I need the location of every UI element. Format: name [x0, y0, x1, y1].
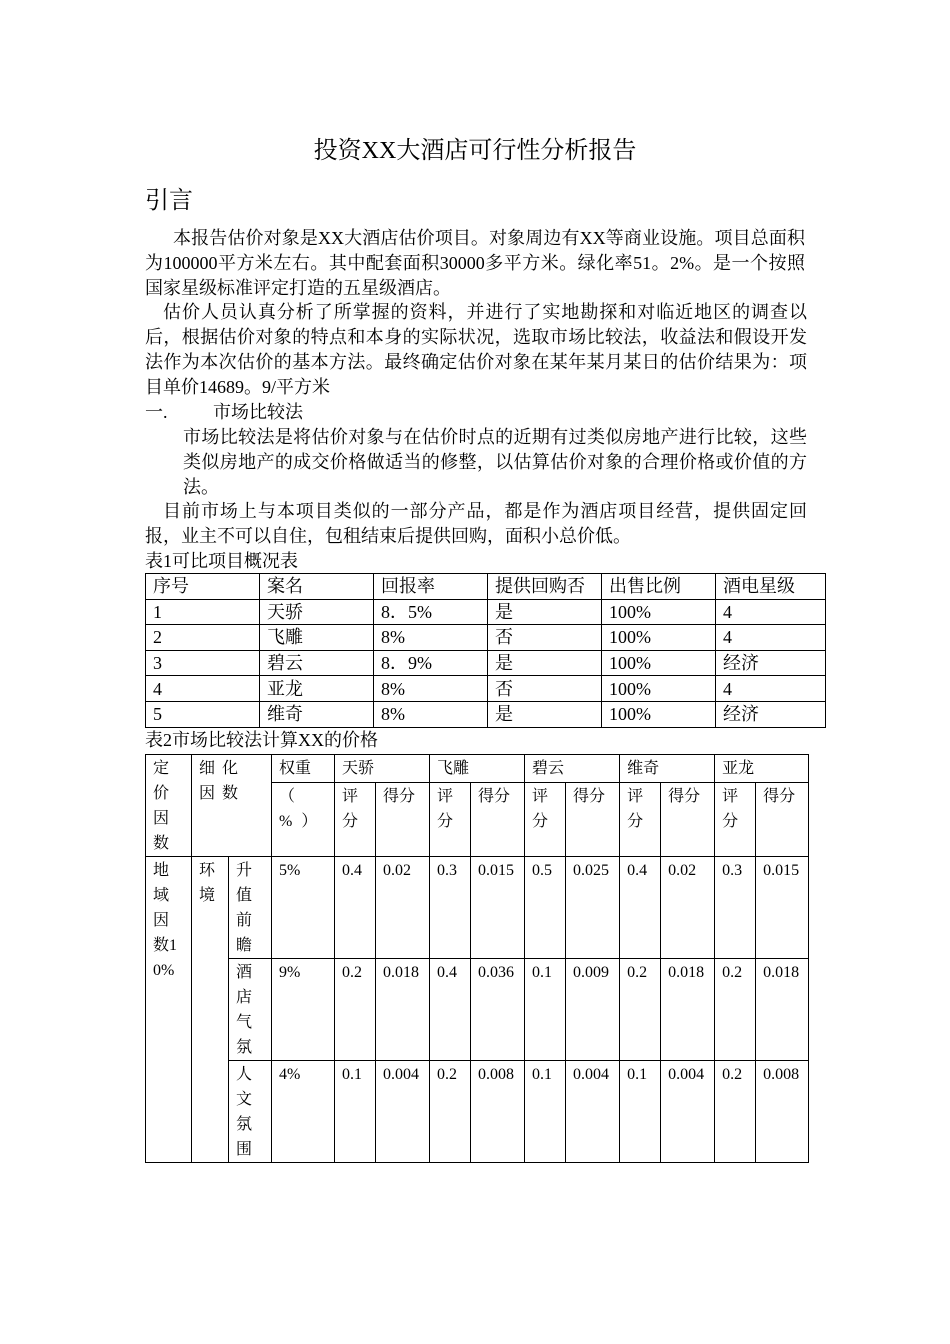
- section-title: 市场比较法: [213, 402, 303, 422]
- table-cell: 0.015: [471, 857, 525, 959]
- header-detail-factor: 细化因数: [192, 755, 272, 857]
- section-heading: [145, 400, 303, 425]
- header-weight-unit: （ %）: [272, 783, 335, 857]
- section1-paragraph-1: 市场比较法是将估价对象与在估价时点的近期有过类似房地产进行比较，这些类似房地产的成交价格做适当的修整，以估算估价对象的合理价格或价值的方法。: [183, 427, 807, 497]
- table-cell: 0.018: [661, 959, 715, 1061]
- table-cell: 0.2: [335, 959, 376, 1061]
- table-cell: 0.1: [335, 1061, 376, 1163]
- subheader-score: 评分: [620, 783, 661, 857]
- table-row: [146, 1061, 809, 1163]
- market-comparison-table: [145, 754, 809, 1163]
- subheader-points: 得分: [756, 783, 809, 857]
- table-cell: 4: [716, 625, 826, 651]
- table-cell: 8%: [374, 701, 488, 727]
- table-cell: 0.004: [661, 1061, 715, 1163]
- heading-intro: 引言: [145, 188, 193, 214]
- table-cell: 0.009: [566, 959, 620, 1061]
- table-header-cell: 回报率: [374, 574, 488, 600]
- table-header-cell: 序号: [146, 574, 260, 600]
- table-row: [146, 857, 809, 959]
- subheader-points: 得分: [376, 783, 430, 857]
- table-cell: 0.025: [566, 857, 620, 959]
- group-label-regional: 地域因数10%: [146, 857, 192, 1163]
- table-cell: 经济: [716, 650, 826, 676]
- document-title: 投资XX大酒店可行性分析报告: [313, 138, 637, 164]
- table-cell: 100%: [602, 599, 716, 625]
- table-cell: 2: [146, 625, 260, 651]
- table-row: [146, 650, 826, 676]
- weight-cell: 4%: [272, 1061, 335, 1163]
- table-cell: 0.3: [430, 857, 471, 959]
- subheader-score: 评分: [715, 783, 756, 857]
- intro-paragraph-2: 估价人员认真分析了所掌握的资料，并进行了实地勘探和对临近地区的调查以后，根据估价对象的特点和本身的实际状况，选取市场比较法，收益法和假设开发法作为本次估价的基本方法。最终确定估价对象在某年某月某日的估价结果为：项目单价14689。9/平方米: [145, 302, 807, 397]
- table-cell: 0.2: [715, 959, 756, 1061]
- table-row: [146, 676, 826, 702]
- intro-paragraph-1: 本报告估价对象是XX大酒店估价项目。对象周边有XX等商业设施。项目总面积为100000平方米左右。其中配套面积30000多平方米。绿化率51。2%。是一个按照国家星级标准评定打造的五星级酒店。: [145, 228, 805, 298]
- header-weight: 权重: [272, 755, 335, 783]
- table-cell: 0.5: [525, 857, 566, 959]
- table-cell: 0.3: [715, 857, 756, 959]
- factor-label: 升值前瞻: [229, 857, 272, 959]
- subheader-points: 得分: [661, 783, 715, 857]
- table-cell: 3: [146, 650, 260, 676]
- subheader-points: 得分: [566, 783, 620, 857]
- table-cell: 0.004: [376, 1061, 430, 1163]
- table-header-row: [146, 574, 826, 600]
- table-cell: 维奇: [260, 701, 374, 727]
- table-cell: 4: [716, 599, 826, 625]
- table-cell: 0.4: [620, 857, 661, 959]
- header-project: 飞雕: [430, 755, 525, 783]
- table-cell: 0.2: [715, 1061, 756, 1163]
- subheader-points: 得分: [471, 783, 525, 857]
- subheader-score: 评分: [335, 783, 376, 857]
- table-cell: 5: [146, 701, 260, 727]
- table-cell: 否: [488, 676, 602, 702]
- table-row: [146, 959, 809, 1061]
- table-row: [146, 625, 826, 651]
- table-cell: 0.1: [525, 1061, 566, 1163]
- table-cell: 0.1: [525, 959, 566, 1061]
- section1-paragraph-2: 目前市场上与本项目类似的一部分产品，都是作为酒店项目经营，提供固定回报，业主不可以自住，包租结束后提供回购，面积小总价低。: [145, 501, 807, 546]
- subheader-score: 评分: [430, 783, 471, 857]
- table-cell: 8．5%: [374, 599, 488, 625]
- factor-label: 人文氛围: [229, 1061, 272, 1163]
- header-project: 亚龙: [715, 755, 809, 783]
- table-cell: 0.02: [376, 857, 430, 959]
- table-cell: 天骄: [260, 599, 374, 625]
- table-cell: 100%: [602, 625, 716, 651]
- table-cell: 100%: [602, 650, 716, 676]
- table-cell: 0.2: [620, 959, 661, 1061]
- subgroup-label-environment: 环境: [192, 857, 229, 1163]
- table-cell: 1: [146, 599, 260, 625]
- table-row: [146, 599, 826, 625]
- table2-caption: 表2市场比较法计算XX的价格: [145, 730, 378, 750]
- factor-label: 酒店气氛: [229, 959, 272, 1061]
- table-header-cell: 出售比例: [602, 574, 716, 600]
- table-cell: 0.02: [661, 857, 715, 959]
- section-number: 一.: [145, 402, 168, 422]
- header-pricing-factor: 定价因数: [146, 755, 192, 857]
- table-cell: 0.018: [756, 959, 809, 1061]
- table-cell: 0.015: [756, 857, 809, 959]
- header-project: 天骄: [335, 755, 430, 783]
- table-header-cell: 案名: [260, 574, 374, 600]
- table-cell: 0.018: [376, 959, 430, 1061]
- table-cell: 是: [488, 599, 602, 625]
- table-cell: 0.4: [335, 857, 376, 959]
- table-cell: 0.4: [430, 959, 471, 1061]
- header-project: 碧云: [525, 755, 620, 783]
- table-cell: 4: [716, 676, 826, 702]
- table-cell: 0.036: [471, 959, 525, 1061]
- table-cell: 经济: [716, 701, 826, 727]
- table-cell: 0.004: [566, 1061, 620, 1163]
- table-cell: 8%: [374, 676, 488, 702]
- table-cell: 亚龙: [260, 676, 374, 702]
- table-header-row: [146, 755, 809, 783]
- weight-cell: 9%: [272, 959, 335, 1061]
- table-cell: 100%: [602, 701, 716, 727]
- table-cell: 否: [488, 625, 602, 651]
- table-cell: 是: [488, 701, 602, 727]
- table1-caption: 表1可比项目概况表: [145, 551, 298, 571]
- table-cell: 飞雕: [260, 625, 374, 651]
- table-cell: 是: [488, 650, 602, 676]
- table-cell: 碧云: [260, 650, 374, 676]
- table-cell: 100%: [602, 676, 716, 702]
- table-header-cell: 提供回购否: [488, 574, 602, 600]
- comparable-projects-table: [145, 573, 826, 728]
- table-header-cell: 酒电星级: [716, 574, 826, 600]
- table-cell: 0.2: [430, 1061, 471, 1163]
- table-cell: 8%: [374, 625, 488, 651]
- table-cell: 0.1: [620, 1061, 661, 1163]
- table-cell: 4: [146, 676, 260, 702]
- table-cell: 0.008: [471, 1061, 525, 1163]
- table-cell: 0.008: [756, 1061, 809, 1163]
- subheader-score: 评分: [525, 783, 566, 857]
- table-cell: 8．9%: [374, 650, 488, 676]
- table-row: [146, 701, 826, 727]
- header-project: 维奇: [620, 755, 715, 783]
- weight-cell: 5%: [272, 857, 335, 959]
